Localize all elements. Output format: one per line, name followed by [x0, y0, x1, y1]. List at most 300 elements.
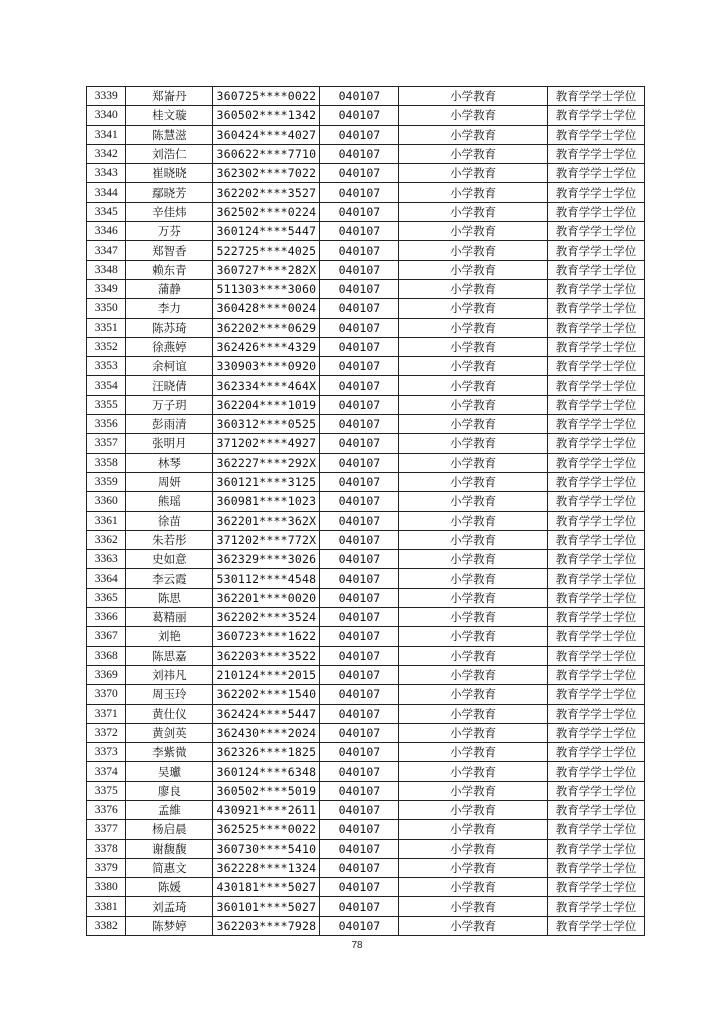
student-name-cell: 刘浩仁 — [126, 144, 213, 163]
major-name-cell: 小学教育 — [399, 627, 548, 646]
student-name-cell: 张明月 — [126, 434, 213, 453]
degree-cell: 教育学学士学位 — [547, 395, 644, 414]
major-name-cell: 小学教育 — [399, 472, 548, 491]
degree-cell: 教育学学士学位 — [547, 183, 644, 202]
student-name-cell: 陈慧滋 — [126, 125, 213, 144]
serial-number-cell: 3363 — [87, 550, 126, 569]
student-name-cell: 熊瑶 — [126, 492, 213, 511]
table-row — [87, 608, 645, 627]
serial-number-cell: 3357 — [87, 434, 126, 453]
student-name-cell: 谢馥馥 — [126, 839, 213, 858]
student-name-cell: 万芬 — [126, 222, 213, 241]
student-name-cell: 鄢晓芳 — [126, 183, 213, 202]
student-name-cell: 赖东青 — [126, 260, 213, 279]
id-number-cell: 360121****3125 — [213, 472, 320, 491]
degree-cell: 教育学学士学位 — [547, 897, 644, 916]
major-code-cell: 040107 — [320, 279, 399, 298]
id-number-cell: 360428****0024 — [213, 299, 320, 318]
table-row — [87, 415, 645, 434]
table-row — [87, 820, 645, 839]
id-number-cell: 371202****4927 — [213, 434, 320, 453]
serial-number-cell: 3353 — [87, 357, 126, 376]
major-code-cell: 040107 — [320, 800, 399, 819]
degree-cell: 教育学学士学位 — [547, 665, 644, 684]
major-code-cell: 040107 — [320, 530, 399, 549]
degree-cell: 教育学学士学位 — [547, 704, 644, 723]
major-name-cell: 小学教育 — [399, 897, 548, 916]
student-name-cell: 刘孟琦 — [126, 897, 213, 916]
major-name-cell: 小学教育 — [399, 878, 548, 897]
major-code-cell: 040107 — [320, 743, 399, 762]
student-name-cell: 徐燕婷 — [126, 337, 213, 356]
degree-cell: 教育学学士学位 — [547, 106, 644, 125]
major-code-cell: 040107 — [320, 357, 399, 376]
serial-number-cell: 3341 — [87, 125, 126, 144]
id-number-cell: 362426****4329 — [213, 337, 320, 356]
table-row — [87, 858, 645, 877]
student-name-cell: 陈思 — [126, 588, 213, 607]
serial-number-cell: 3368 — [87, 646, 126, 665]
degree-cell: 教育学学士学位 — [547, 608, 644, 627]
table-row — [87, 627, 645, 646]
major-name-cell: 小学教育 — [399, 569, 548, 588]
table-row — [87, 511, 645, 530]
degree-cell: 教育学学士学位 — [547, 569, 644, 588]
table-row — [87, 453, 645, 472]
major-code-cell: 040107 — [320, 588, 399, 607]
degree-cell: 教育学学士学位 — [547, 550, 644, 569]
degree-cell: 教育学学士学位 — [547, 222, 644, 241]
major-name-cell: 小学教育 — [399, 492, 548, 511]
id-number-cell: 362334****464X — [213, 376, 320, 395]
degree-cell: 教育学学士学位 — [547, 144, 644, 163]
major-code-cell: 040107 — [320, 550, 399, 569]
id-number-cell: 360730****5410 — [213, 839, 320, 858]
major-code-cell: 040107 — [320, 781, 399, 800]
major-code-cell: 040107 — [320, 608, 399, 627]
graduate-roster-table — [86, 86, 645, 936]
degree-cell: 教育学学士学位 — [547, 415, 644, 434]
student-name-cell: 陈梦婷 — [126, 916, 213, 935]
table-row — [87, 646, 645, 665]
major-code-cell: 040107 — [320, 762, 399, 781]
degree-cell: 教育学学士学位 — [547, 723, 644, 742]
student-name-cell: 辛佳炜 — [126, 202, 213, 221]
id-number-cell: 360312****0525 — [213, 415, 320, 434]
id-number-cell: 430181****5027 — [213, 878, 320, 897]
serial-number-cell: 3376 — [87, 800, 126, 819]
major-name-cell: 小学教育 — [399, 87, 548, 106]
major-name-cell: 小学教育 — [399, 222, 548, 241]
serial-number-cell: 3346 — [87, 222, 126, 241]
major-name-cell: 小学教育 — [399, 820, 548, 839]
id-number-cell: 362326****1825 — [213, 743, 320, 762]
serial-number-cell: 3359 — [87, 472, 126, 491]
major-code-cell: 040107 — [320, 665, 399, 684]
major-code-cell: 040107 — [320, 106, 399, 125]
student-name-cell: 李力 — [126, 299, 213, 318]
major-name-cell: 小学教育 — [399, 453, 548, 472]
major-code-cell: 040107 — [320, 839, 399, 858]
major-name-cell: 小学教育 — [399, 106, 548, 125]
table-row — [87, 550, 645, 569]
degree-cell: 教育学学士学位 — [547, 202, 644, 221]
serial-number-cell: 3361 — [87, 511, 126, 530]
major-code-cell: 040107 — [320, 723, 399, 742]
table-row — [87, 106, 645, 125]
major-name-cell: 小学教育 — [399, 299, 548, 318]
roster-table-body — [87, 87, 645, 936]
major-code-cell: 040107 — [320, 511, 399, 530]
serial-number-cell: 3348 — [87, 260, 126, 279]
id-number-cell: 360981****1023 — [213, 492, 320, 511]
id-number-cell: 362228****1324 — [213, 858, 320, 877]
serial-number-cell: 3373 — [87, 743, 126, 762]
table-row — [87, 685, 645, 704]
major-code-cell: 040107 — [320, 202, 399, 221]
table-row — [87, 279, 645, 298]
student-name-cell: 简惠文 — [126, 858, 213, 877]
table-row — [87, 299, 645, 318]
student-name-cell: 孟維 — [126, 800, 213, 819]
table-row — [87, 916, 645, 935]
major-name-cell: 小学教育 — [399, 858, 548, 877]
major-name-cell: 小学教育 — [399, 646, 548, 665]
student-name-cell: 彭雨清 — [126, 415, 213, 434]
major-code-cell: 040107 — [320, 183, 399, 202]
degree-cell: 教育学学士学位 — [547, 743, 644, 762]
degree-cell: 教育学学士学位 — [547, 164, 644, 183]
table-row — [87, 260, 645, 279]
id-number-cell: 210124****2015 — [213, 665, 320, 684]
id-number-cell: 360124****5447 — [213, 222, 320, 241]
serial-number-cell: 3364 — [87, 569, 126, 588]
id-number-cell: 362430****2024 — [213, 723, 320, 742]
id-number-cell: 362202****3524 — [213, 608, 320, 627]
table-row — [87, 241, 645, 260]
degree-cell: 教育学学士学位 — [547, 878, 644, 897]
serial-number-cell: 3378 — [87, 839, 126, 858]
major-name-cell: 小学教育 — [399, 125, 548, 144]
major-code-cell: 040107 — [320, 222, 399, 241]
id-number-cell: 362204****1019 — [213, 395, 320, 414]
table-row — [87, 434, 645, 453]
serial-number-cell: 3370 — [87, 685, 126, 704]
serial-number-cell: 3358 — [87, 453, 126, 472]
student-name-cell: 汪晓倩 — [126, 376, 213, 395]
degree-cell: 教育学学士学位 — [547, 800, 644, 819]
table-row — [87, 222, 645, 241]
student-name-cell: 郑崙丹 — [126, 87, 213, 106]
id-number-cell: 360424****4027 — [213, 125, 320, 144]
id-number-cell: 430921****2611 — [213, 800, 320, 819]
major-code-cell: 040107 — [320, 704, 399, 723]
major-code-cell: 040107 — [320, 260, 399, 279]
degree-cell: 教育学学士学位 — [547, 87, 644, 106]
major-name-cell: 小学教育 — [399, 202, 548, 221]
degree-cell: 教育学学士学位 — [547, 472, 644, 491]
table-row — [87, 704, 645, 723]
major-code-cell: 040107 — [320, 376, 399, 395]
serial-number-cell: 3351 — [87, 318, 126, 337]
major-name-cell: 小学教育 — [399, 839, 548, 858]
id-number-cell: 362424****5447 — [213, 704, 320, 723]
id-number-cell: 511303****3060 — [213, 279, 320, 298]
degree-cell: 教育学学士学位 — [547, 646, 644, 665]
major-name-cell: 小学教育 — [399, 144, 548, 163]
id-number-cell: 362203****7928 — [213, 916, 320, 935]
major-code-cell: 040107 — [320, 299, 399, 318]
serial-number-cell: 3344 — [87, 183, 126, 202]
degree-cell: 教育学学士学位 — [547, 376, 644, 395]
major-name-cell: 小学教育 — [399, 318, 548, 337]
table-row — [87, 202, 645, 221]
major-name-cell: 小学教育 — [399, 337, 548, 356]
id-number-cell: 362201****0020 — [213, 588, 320, 607]
degree-cell: 教育学学士学位 — [547, 858, 644, 877]
serial-number-cell: 3367 — [87, 627, 126, 646]
student-name-cell: 桂文璇 — [126, 106, 213, 125]
serial-number-cell: 3365 — [87, 588, 126, 607]
serial-number-cell: 3347 — [87, 241, 126, 260]
major-code-cell: 040107 — [320, 241, 399, 260]
serial-number-cell: 3375 — [87, 781, 126, 800]
student-name-cell: 吴瓛 — [126, 762, 213, 781]
id-number-cell: 362227****292X — [213, 453, 320, 472]
major-name-cell: 小学教育 — [399, 800, 548, 819]
student-name-cell: 李云霞 — [126, 569, 213, 588]
serial-number-cell: 3355 — [87, 395, 126, 414]
table-row — [87, 569, 645, 588]
major-name-cell: 小学教育 — [399, 511, 548, 530]
table-row — [87, 87, 645, 106]
major-name-cell: 小学教育 — [399, 183, 548, 202]
table-row — [87, 800, 645, 819]
degree-cell: 教育学学士学位 — [547, 357, 644, 376]
serial-number-cell: 3339 — [87, 87, 126, 106]
major-code-cell: 040107 — [320, 164, 399, 183]
serial-number-cell: 3343 — [87, 164, 126, 183]
major-name-cell: 小学教育 — [399, 665, 548, 684]
major-name-cell: 小学教育 — [399, 241, 548, 260]
major-name-cell: 小学教育 — [399, 395, 548, 414]
id-number-cell: 362203****3522 — [213, 646, 320, 665]
major-code-cell: 040107 — [320, 415, 399, 434]
major-name-cell: 小学教育 — [399, 260, 548, 279]
student-name-cell: 万子玥 — [126, 395, 213, 414]
id-number-cell: 360124****6348 — [213, 762, 320, 781]
degree-cell: 教育学学士学位 — [547, 434, 644, 453]
degree-cell: 教育学学士学位 — [547, 588, 644, 607]
student-name-cell: 崔晓晓 — [126, 164, 213, 183]
id-number-cell: 362502****0224 — [213, 202, 320, 221]
student-name-cell: 陈媛 — [126, 878, 213, 897]
table-row — [87, 588, 645, 607]
degree-cell: 教育学学士学位 — [547, 318, 644, 337]
table-row — [87, 357, 645, 376]
major-name-cell: 小学教育 — [399, 762, 548, 781]
id-number-cell: 360727****282X — [213, 260, 320, 279]
student-name-cell: 陈苏琦 — [126, 318, 213, 337]
major-name-cell: 小学教育 — [399, 415, 548, 434]
major-code-cell: 040107 — [320, 820, 399, 839]
id-number-cell: 362302****7022 — [213, 164, 320, 183]
major-name-cell: 小学教育 — [399, 781, 548, 800]
serial-number-cell: 3354 — [87, 376, 126, 395]
student-name-cell: 黄仕仪 — [126, 704, 213, 723]
degree-cell: 教育学学士学位 — [547, 241, 644, 260]
major-code-cell: 040107 — [320, 492, 399, 511]
major-code-cell: 040107 — [320, 878, 399, 897]
table-row — [87, 781, 645, 800]
id-number-cell: 362202****1540 — [213, 685, 320, 704]
degree-cell: 教育学学士学位 — [547, 260, 644, 279]
id-number-cell: 360723****1622 — [213, 627, 320, 646]
major-code-cell: 040107 — [320, 858, 399, 877]
serial-number-cell: 3369 — [87, 665, 126, 684]
degree-cell: 教育学学士学位 — [547, 685, 644, 704]
id-number-cell: 360622****7710 — [213, 144, 320, 163]
student-name-cell: 杨启晨 — [126, 820, 213, 839]
student-name-cell: 李紫微 — [126, 743, 213, 762]
major-code-cell: 040107 — [320, 916, 399, 935]
degree-cell: 教育学学士学位 — [547, 839, 644, 858]
serial-number-cell: 3372 — [87, 723, 126, 742]
table-row — [87, 125, 645, 144]
serial-number-cell: 3374 — [87, 762, 126, 781]
id-number-cell: 362525****0022 — [213, 820, 320, 839]
page-number: 78 — [351, 940, 363, 951]
degree-cell: 教育学学士学位 — [547, 279, 644, 298]
major-name-cell: 小学教育 — [399, 685, 548, 704]
major-name-cell: 小学教育 — [399, 279, 548, 298]
student-name-cell: 史如意 — [126, 550, 213, 569]
student-name-cell: 陈思嘉 — [126, 646, 213, 665]
serial-number-cell: 3362 — [87, 530, 126, 549]
student-name-cell: 周玉玲 — [126, 685, 213, 704]
degree-cell: 教育学学士学位 — [547, 125, 644, 144]
id-number-cell: 371202****772X — [213, 530, 320, 549]
major-code-cell: 040107 — [320, 897, 399, 916]
serial-number-cell: 3345 — [87, 202, 126, 221]
table-row — [87, 164, 645, 183]
major-code-cell: 040107 — [320, 395, 399, 414]
degree-cell: 教育学学士学位 — [547, 492, 644, 511]
major-name-cell: 小学教育 — [399, 608, 548, 627]
id-number-cell: 360101****5027 — [213, 897, 320, 916]
id-number-cell: 360502****5019 — [213, 781, 320, 800]
serial-number-cell: 3360 — [87, 492, 126, 511]
id-number-cell: 362202****3527 — [213, 183, 320, 202]
id-number-cell: 362201****362X — [213, 511, 320, 530]
serial-number-cell: 3352 — [87, 337, 126, 356]
major-code-cell: 040107 — [320, 627, 399, 646]
table-row — [87, 376, 645, 395]
table-row — [87, 337, 645, 356]
degree-cell: 教育学学士学位 — [547, 781, 644, 800]
major-name-cell: 小学教育 — [399, 916, 548, 935]
major-name-cell: 小学教育 — [399, 434, 548, 453]
serial-number-cell: 3342 — [87, 144, 126, 163]
student-name-cell: 黄剑英 — [126, 723, 213, 742]
major-code-cell: 040107 — [320, 569, 399, 588]
major-code-cell: 040107 — [320, 125, 399, 144]
serial-number-cell: 3366 — [87, 608, 126, 627]
major-code-cell: 040107 — [320, 453, 399, 472]
table-row — [87, 723, 645, 742]
table-row — [87, 530, 645, 549]
student-name-cell: 朱若彤 — [126, 530, 213, 549]
id-number-cell: 362202****0629 — [213, 318, 320, 337]
major-code-cell: 040107 — [320, 472, 399, 491]
table-row — [87, 395, 645, 414]
degree-cell: 教育学学士学位 — [547, 453, 644, 472]
major-code-cell: 040107 — [320, 144, 399, 163]
major-code-cell: 040107 — [320, 337, 399, 356]
degree-cell: 教育学学士学位 — [547, 337, 644, 356]
table-row — [87, 665, 645, 684]
id-number-cell: 530112****4548 — [213, 569, 320, 588]
serial-number-cell: 3377 — [87, 820, 126, 839]
major-name-cell: 小学教育 — [399, 164, 548, 183]
table-row — [87, 318, 645, 337]
student-name-cell: 郑智香 — [126, 241, 213, 260]
table-row — [87, 878, 645, 897]
id-number-cell: 360502****1342 — [213, 106, 320, 125]
degree-cell: 教育学学士学位 — [547, 299, 644, 318]
serial-number-cell: 3379 — [87, 858, 126, 877]
serial-number-cell: 3340 — [87, 106, 126, 125]
table-row — [87, 492, 645, 511]
student-name-cell: 周妍 — [126, 472, 213, 491]
table-row — [87, 183, 645, 202]
major-name-cell: 小学教育 — [399, 357, 548, 376]
serial-number-cell: 3350 — [87, 299, 126, 318]
id-number-cell: 360725****0022 — [213, 87, 320, 106]
major-name-cell: 小学教育 — [399, 704, 548, 723]
serial-number-cell: 3371 — [87, 704, 126, 723]
major-code-cell: 040107 — [320, 646, 399, 665]
student-name-cell: 余柯谊 — [126, 357, 213, 376]
serial-number-cell: 3381 — [87, 897, 126, 916]
table-row — [87, 897, 645, 916]
degree-cell: 教育学学士学位 — [547, 627, 644, 646]
student-name-cell: 刘祎凡 — [126, 665, 213, 684]
table-row — [87, 472, 645, 491]
table-row — [87, 743, 645, 762]
student-name-cell: 廖良 — [126, 781, 213, 800]
major-code-cell: 040107 — [320, 87, 399, 106]
major-name-cell: 小学教育 — [399, 376, 548, 395]
serial-number-cell: 3356 — [87, 415, 126, 434]
major-code-cell: 040107 — [320, 318, 399, 337]
major-name-cell: 小学教育 — [399, 743, 548, 762]
major-code-cell: 040107 — [320, 434, 399, 453]
student-name-cell: 徐苗 — [126, 511, 213, 530]
serial-number-cell: 3349 — [87, 279, 126, 298]
degree-cell: 教育学学士学位 — [547, 762, 644, 781]
major-name-cell: 小学教育 — [399, 588, 548, 607]
serial-number-cell: 3380 — [87, 878, 126, 897]
major-code-cell: 040107 — [320, 685, 399, 704]
major-name-cell: 小学教育 — [399, 530, 548, 549]
table-row — [87, 839, 645, 858]
table-row — [87, 762, 645, 781]
degree-cell: 教育学学士学位 — [547, 511, 644, 530]
student-name-cell: 蒲静 — [126, 279, 213, 298]
student-name-cell: 葛精丽 — [126, 608, 213, 627]
degree-cell: 教育学学士学位 — [547, 916, 644, 935]
